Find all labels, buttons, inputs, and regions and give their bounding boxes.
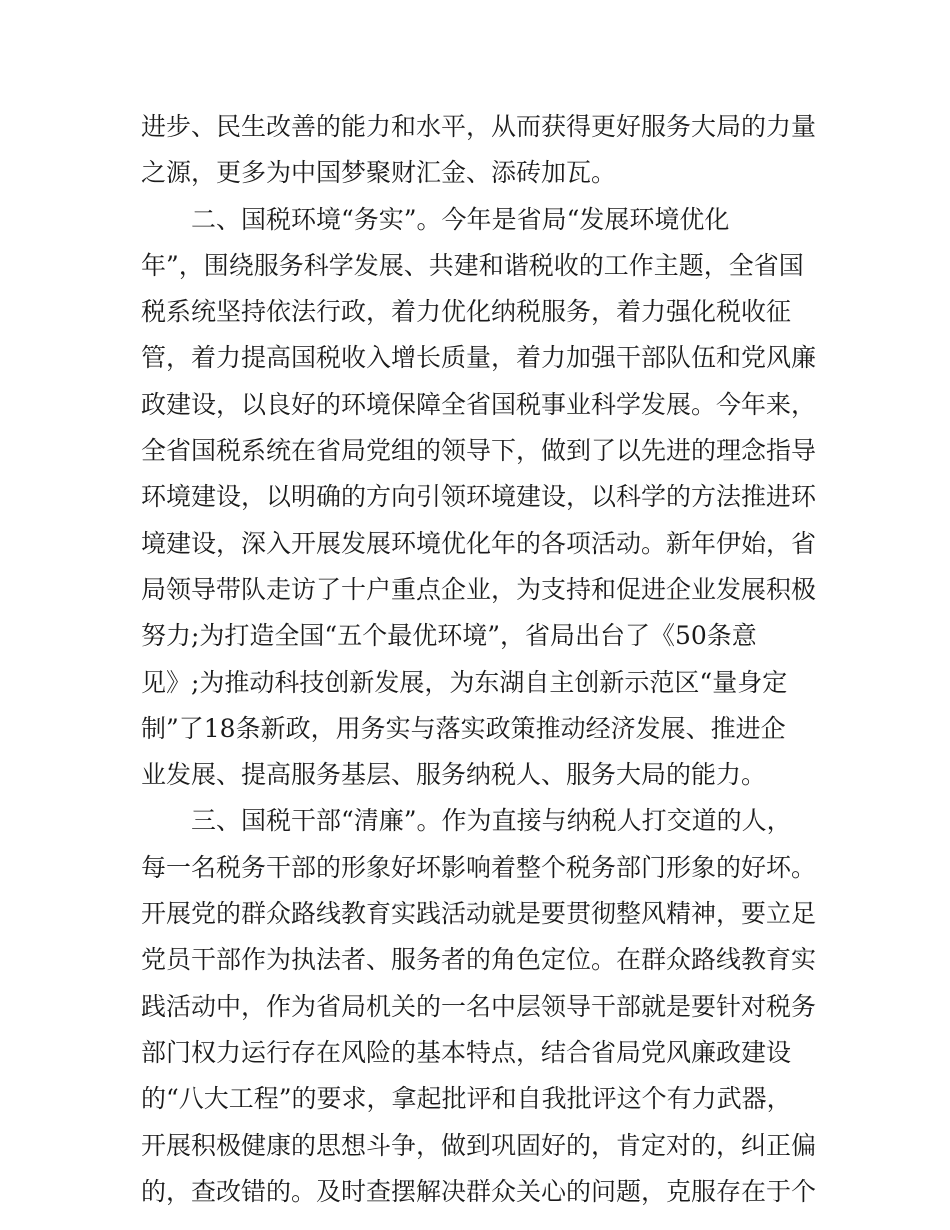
text-line: 践活动中，作为省局机关的一名中层领导干部就是要针对税务	[141, 991, 817, 1021]
text-line: 的，查改错的。及时查摆解决群众关心的问题，克服存在于个	[141, 1176, 817, 1206]
text-line: 环境建设，以明确的方向引领环境建设，以科学的方法推进环	[141, 482, 817, 512]
text-line: 之源，更多为中国梦聚财汇金、添砖加瓦。	[141, 158, 617, 188]
text-line: 每一名税务干部的形象好坏影响着整个税务部门形象的好坏。	[141, 852, 817, 882]
text-line: 三、国税干部“清廉”。作为直接与纳税人打交道的人，	[191, 806, 792, 836]
text-line: 进步、民生改善的能力和水平，从而获得更好服务大局的力量	[141, 112, 817, 141]
text-line: 二、国税环境“务实”。今年是省局“发展环境优化	[191, 204, 730, 234]
text-line: 政建设，以良好的环境保障全省国税事业科学发展。今年来，	[141, 389, 817, 419]
text-line: 开展积极健康的思想斗争，做到巩固好的，肯定对的，纠正偏	[141, 1130, 817, 1160]
text-line: 境建设，深入开展发展环境优化年的各项活动。新年伊始，省	[141, 528, 817, 558]
text-line: 业发展、提高服务基层、服务纳税人、服务大局的能力。	[141, 760, 767, 790]
text-line: 努力;为打造全国“五个最优环境”，省局出台了《50条意	[141, 621, 757, 651]
text-line: 的“八大工程”的要求，拿起批评和自我批评这个有力武器，	[141, 1084, 792, 1114]
text-line: 局领导带队走访了十户重点企业，为支持和促进企业发展积极	[141, 574, 817, 604]
text-line: 全省国税系统在省局党组的领导下，做到了以先进的理念指导	[141, 436, 817, 466]
text-line: 见》;为推动科技创新发展，为东湖自主创新示范区“量身定	[141, 667, 788, 697]
text-line: 税系统坚持依法行政，着力优化纳税服务，着力强化税收征	[141, 297, 792, 327]
text-line: 党员干部作为执法者、服务者的角色定位。在群众路线教育实	[141, 945, 817, 975]
text-line: 开展党的群众路线教育实践活动就是要贯彻整风精神，要立足	[141, 899, 817, 929]
text-line: 部门权力运行存在风险的基本特点，结合省局党风廉政建设	[141, 1037, 792, 1067]
text-line: 年”，围绕服务科学发展、共建和谐税收的工作主题，全省国	[141, 250, 804, 280]
text-line: 管，着力提高国税收入增长质量，着力加强干部队伍和党风廉	[141, 343, 817, 373]
body-text	[141, 104, 831, 1215]
text-line: 制”了18条新政，用务实与落实政策推动经济发展、推进企	[141, 713, 786, 743]
